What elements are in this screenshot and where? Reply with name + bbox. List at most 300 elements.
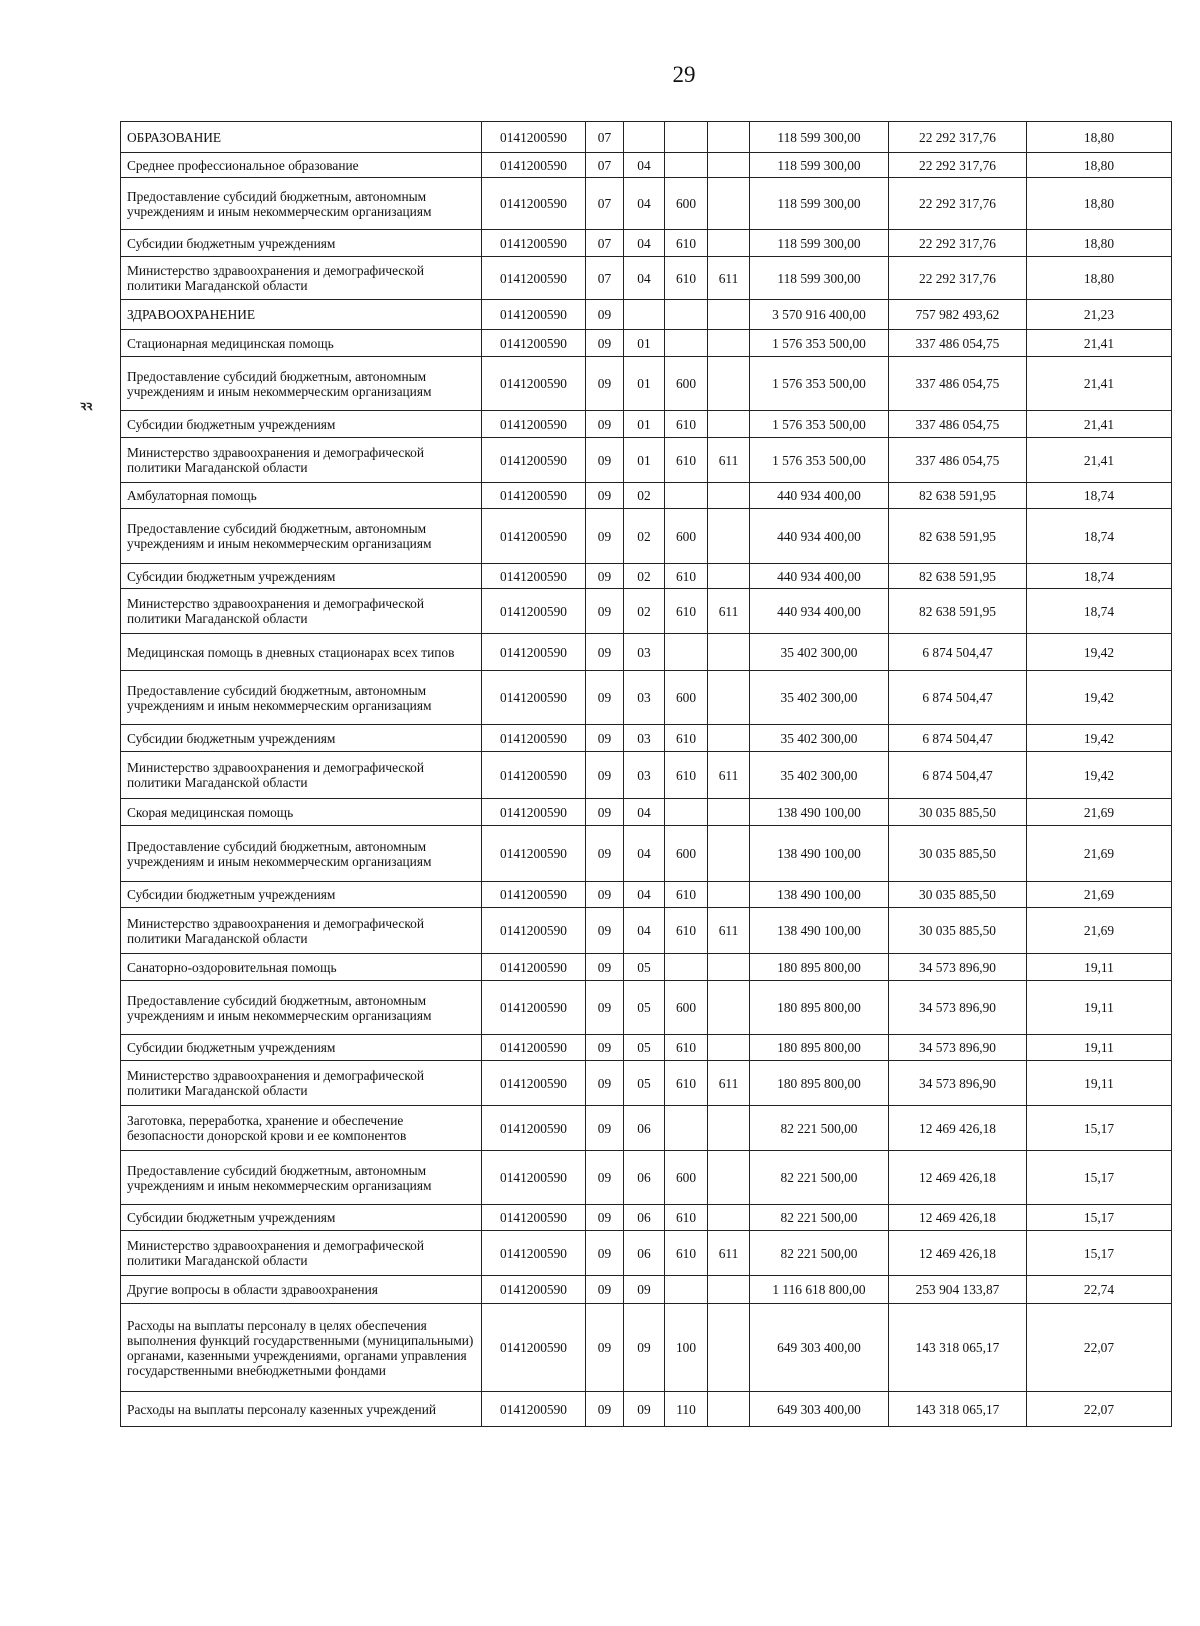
expense-type-cell (665, 1276, 708, 1304)
section-cell: 07 (586, 230, 624, 257)
subsection-cell: 05 (624, 1061, 665, 1106)
subsection-cell: 04 (624, 882, 665, 908)
section-cell: 09 (586, 1231, 624, 1276)
planned-amount-cell: 180 895 800,00 (750, 981, 889, 1035)
row-name-cell: Другие вопросы в области здравоохранения (121, 1276, 482, 1304)
subtype-cell (708, 330, 750, 357)
subsection-cell: 09 (624, 1392, 665, 1427)
actual-amount-cell: 34 573 896,90 (889, 954, 1027, 981)
percent-cell: 19,42 (1027, 671, 1172, 725)
planned-amount-cell: 3 570 916 400,00 (750, 300, 889, 330)
percent-cell: 21,41 (1027, 357, 1172, 411)
table-row (121, 230, 1172, 257)
percent-cell: 18,74 (1027, 509, 1172, 564)
table-row (121, 1061, 1172, 1106)
row-name-cell: Субсидии бюджетным учреждениям (121, 1035, 482, 1061)
planned-amount-cell: 649 303 400,00 (750, 1392, 889, 1427)
subtype-cell (708, 671, 750, 725)
percent-cell: 18,74 (1027, 589, 1172, 634)
expense-type-cell (665, 1106, 708, 1151)
section-cell: 07 (586, 257, 624, 300)
row-name-cell: Министерство здравоохранения и демографической политики Магаданской области (121, 908, 482, 954)
table-row (121, 153, 1172, 178)
section-cell: 09 (586, 509, 624, 564)
planned-amount-cell: 440 934 400,00 (750, 483, 889, 509)
table-row (121, 589, 1172, 634)
planned-amount-cell: 138 490 100,00 (750, 826, 889, 882)
expense-type-cell: 600 (665, 1151, 708, 1205)
target-code-cell: 0141200590 (482, 671, 586, 725)
actual-amount-cell: 12 469 426,18 (889, 1106, 1027, 1151)
target-code-cell: 0141200590 (482, 725, 586, 752)
table-row (121, 1392, 1172, 1427)
target-code-cell: 0141200590 (482, 300, 586, 330)
percent-cell: 22,07 (1027, 1392, 1172, 1427)
percent-cell: 19,42 (1027, 752, 1172, 799)
table-row (121, 122, 1172, 153)
expense-type-cell (665, 483, 708, 509)
table-row (121, 1304, 1172, 1392)
table-row (121, 1276, 1172, 1304)
section-cell: 09 (586, 752, 624, 799)
planned-amount-cell: 1 576 353 500,00 (750, 330, 889, 357)
subtype-cell: 611 (708, 752, 750, 799)
expense-type-cell: 600 (665, 826, 708, 882)
target-code-cell: 0141200590 (482, 1061, 586, 1106)
percent-cell: 21,41 (1027, 438, 1172, 483)
row-name-cell: Заготовка, переработка, хранение и обеспечение безопасности донорской крови и ее компонентов (121, 1106, 482, 1151)
target-code-cell: 0141200590 (482, 1276, 586, 1304)
planned-amount-cell: 35 402 300,00 (750, 752, 889, 799)
planned-amount-cell: 138 490 100,00 (750, 882, 889, 908)
planned-amount-cell: 1 576 353 500,00 (750, 357, 889, 411)
table-row (121, 509, 1172, 564)
section-cell: 09 (586, 725, 624, 752)
actual-amount-cell: 337 486 054,75 (889, 330, 1027, 357)
percent-cell: 19,42 (1027, 725, 1172, 752)
expense-type-cell: 610 (665, 230, 708, 257)
expense-type-cell: 600 (665, 981, 708, 1035)
table-row (121, 634, 1172, 671)
subtype-cell (708, 411, 750, 438)
subsection-cell: 06 (624, 1231, 665, 1276)
section-cell: 07 (586, 153, 624, 178)
actual-amount-cell: 34 573 896,90 (889, 1061, 1027, 1106)
subtype-cell (708, 122, 750, 153)
actual-amount-cell: 82 638 591,95 (889, 564, 1027, 589)
table-row (121, 981, 1172, 1035)
row-name-cell: Субсидии бюджетным учреждениям (121, 725, 482, 752)
percent-cell: 15,17 (1027, 1106, 1172, 1151)
planned-amount-cell: 180 895 800,00 (750, 1061, 889, 1106)
subsection-cell: 04 (624, 178, 665, 230)
row-name-cell: Министерство здравоохранения и демографической политики Магаданской области (121, 1061, 482, 1106)
actual-amount-cell: 6 874 504,47 (889, 725, 1027, 752)
planned-amount-cell: 138 490 100,00 (750, 908, 889, 954)
table-row (121, 752, 1172, 799)
actual-amount-cell: 22 292 317,76 (889, 122, 1027, 153)
planned-amount-cell: 180 895 800,00 (750, 1035, 889, 1061)
subtype-cell (708, 509, 750, 564)
percent-cell: 19,11 (1027, 954, 1172, 981)
actual-amount-cell: 82 638 591,95 (889, 509, 1027, 564)
percent-cell: 21,23 (1027, 300, 1172, 330)
planned-amount-cell: 440 934 400,00 (750, 589, 889, 634)
target-code-cell: 0141200590 (482, 634, 586, 671)
table-body (121, 122, 1172, 1427)
actual-amount-cell: 757 982 493,62 (889, 300, 1027, 330)
planned-amount-cell: 1 576 353 500,00 (750, 438, 889, 483)
planned-amount-cell: 118 599 300,00 (750, 230, 889, 257)
target-code-cell: 0141200590 (482, 178, 586, 230)
expense-type-cell: 610 (665, 257, 708, 300)
subsection-cell: 09 (624, 1304, 665, 1392)
expense-type-cell (665, 122, 708, 153)
expense-type-cell: 610 (665, 725, 708, 752)
planned-amount-cell: 35 402 300,00 (750, 725, 889, 752)
actual-amount-cell: 337 486 054,75 (889, 438, 1027, 483)
subsection-cell: 05 (624, 981, 665, 1035)
expense-type-cell: 610 (665, 564, 708, 589)
section-cell: 09 (586, 908, 624, 954)
planned-amount-cell: 440 934 400,00 (750, 564, 889, 589)
row-name-cell: ОБРАЗОВАНИЕ (121, 122, 482, 153)
section-cell: 07 (586, 178, 624, 230)
row-name-cell: Министерство здравоохранения и демографической политики Магаданской области (121, 257, 482, 300)
subtype-cell (708, 882, 750, 908)
subsection-cell: 06 (624, 1106, 665, 1151)
section-cell: 09 (586, 954, 624, 981)
row-name-cell: Субсидии бюджетным учреждениям (121, 882, 482, 908)
target-code-cell: 0141200590 (482, 122, 586, 153)
expense-type-cell: 610 (665, 1231, 708, 1276)
subtype-cell: 611 (708, 1061, 750, 1106)
subtype-cell (708, 1392, 750, 1427)
section-cell: 09 (586, 1276, 624, 1304)
actual-amount-cell: 34 573 896,90 (889, 981, 1027, 1035)
percent-cell: 21,69 (1027, 799, 1172, 826)
planned-amount-cell: 82 221 500,00 (750, 1151, 889, 1205)
target-code-cell: 0141200590 (482, 357, 586, 411)
expense-type-cell: 610 (665, 1061, 708, 1106)
target-code-cell: 0141200590 (482, 752, 586, 799)
percent-cell: 18,80 (1027, 153, 1172, 178)
section-cell: 09 (586, 1106, 624, 1151)
actual-amount-cell: 337 486 054,75 (889, 411, 1027, 438)
table-row (121, 725, 1172, 752)
row-name-cell: Субсидии бюджетным учреждениям (121, 411, 482, 438)
subtype-cell (708, 981, 750, 1035)
percent-cell: 19,11 (1027, 1061, 1172, 1106)
table-row (121, 1106, 1172, 1151)
row-name-cell: Предоставление субсидий бюджетным, автономным учреждениям и иным некоммерческим организациям (121, 1151, 482, 1205)
target-code-cell: 0141200590 (482, 1304, 586, 1392)
row-name-cell: Министерство здравоохранения и демографической политики Магаданской области (121, 752, 482, 799)
expense-type-cell: 610 (665, 882, 708, 908)
percent-cell: 18,80 (1027, 122, 1172, 153)
actual-amount-cell: 82 638 591,95 (889, 589, 1027, 634)
expense-type-cell: 100 (665, 1304, 708, 1392)
subtype-cell (708, 230, 750, 257)
table-row (121, 178, 1172, 230)
subsection-cell: 06 (624, 1151, 665, 1205)
target-code-cell: 0141200590 (482, 589, 586, 634)
target-code-cell: 0141200590 (482, 483, 586, 509)
subsection-cell: 04 (624, 799, 665, 826)
actual-amount-cell: 6 874 504,47 (889, 752, 1027, 799)
subsection-cell: 03 (624, 725, 665, 752)
planned-amount-cell: 118 599 300,00 (750, 257, 889, 300)
section-cell: 09 (586, 1304, 624, 1392)
row-name-cell: Скорая медицинская помощь (121, 799, 482, 826)
actual-amount-cell: 82 638 591,95 (889, 483, 1027, 509)
actual-amount-cell: 143 318 065,17 (889, 1304, 1027, 1392)
target-code-cell: 0141200590 (482, 230, 586, 257)
table-row (121, 671, 1172, 725)
row-name-cell: Министерство здравоохранения и демографической политики Магаданской области (121, 589, 482, 634)
expense-type-cell: 600 (665, 357, 708, 411)
expense-type-cell: 600 (665, 509, 708, 564)
planned-amount-cell: 118 599 300,00 (750, 153, 889, 178)
table-row (121, 1151, 1172, 1205)
subsection-cell: 01 (624, 357, 665, 411)
subtype-cell (708, 1304, 750, 1392)
table-row (121, 411, 1172, 438)
section-cell: 09 (586, 826, 624, 882)
subsection-cell: 01 (624, 330, 665, 357)
table-row (121, 483, 1172, 509)
table-row (121, 1035, 1172, 1061)
expense-type-cell (665, 153, 708, 178)
subtype-cell (708, 178, 750, 230)
actual-amount-cell: 30 035 885,50 (889, 826, 1027, 882)
target-code-cell: 0141200590 (482, 954, 586, 981)
expense-type-cell: 600 (665, 671, 708, 725)
subsection-cell: 04 (624, 826, 665, 882)
percent-cell: 18,80 (1027, 178, 1172, 230)
planned-amount-cell: 1 576 353 500,00 (750, 411, 889, 438)
actual-amount-cell: 30 035 885,50 (889, 882, 1027, 908)
table-row (121, 300, 1172, 330)
target-code-cell: 0141200590 (482, 1231, 586, 1276)
percent-cell: 18,80 (1027, 230, 1172, 257)
percent-cell: 21,69 (1027, 882, 1172, 908)
percent-cell: 15,17 (1027, 1231, 1172, 1276)
target-code-cell: 0141200590 (482, 330, 586, 357)
section-cell: 09 (586, 411, 624, 438)
target-code-cell: 0141200590 (482, 908, 586, 954)
expense-type-cell: 610 (665, 752, 708, 799)
target-code-cell: 0141200590 (482, 153, 586, 178)
subsection-cell: 04 (624, 908, 665, 954)
table-row (121, 257, 1172, 300)
subsection-cell: 02 (624, 589, 665, 634)
actual-amount-cell: 6 874 504,47 (889, 634, 1027, 671)
section-cell: 09 (586, 564, 624, 589)
actual-amount-cell: 337 486 054,75 (889, 357, 1027, 411)
subtype-cell (708, 564, 750, 589)
section-cell: 09 (586, 1035, 624, 1061)
table-row (121, 799, 1172, 826)
section-cell: 09 (586, 1392, 624, 1427)
table-row (121, 1231, 1172, 1276)
expense-type-cell: 610 (665, 589, 708, 634)
row-name-cell: ЗДРАВООХРАНЕНИЕ (121, 300, 482, 330)
row-name-cell: Предоставление субсидий бюджетным, автономным учреждениям и иным некоммерческим организациям (121, 509, 482, 564)
table-row (121, 438, 1172, 483)
actual-amount-cell: 143 318 065,17 (889, 1392, 1027, 1427)
subtype-cell: 611 (708, 589, 750, 634)
subsection-cell: 05 (624, 954, 665, 981)
percent-cell: 18,74 (1027, 564, 1172, 589)
percent-cell: 15,17 (1027, 1151, 1172, 1205)
actual-amount-cell: 6 874 504,47 (889, 671, 1027, 725)
subtype-cell (708, 634, 750, 671)
actual-amount-cell: 253 904 133,87 (889, 1276, 1027, 1304)
subsection-cell: 03 (624, 634, 665, 671)
subsection-cell: 09 (624, 1276, 665, 1304)
section-cell: 09 (586, 438, 624, 483)
percent-cell: 22,74 (1027, 1276, 1172, 1304)
expense-type-cell: 610 (665, 1035, 708, 1061)
percent-cell: 15,17 (1027, 1205, 1172, 1231)
subtype-cell (708, 1205, 750, 1231)
section-cell: 09 (586, 634, 624, 671)
subtype-cell (708, 1276, 750, 1304)
planned-amount-cell: 35 402 300,00 (750, 634, 889, 671)
subsection-cell: 03 (624, 671, 665, 725)
target-code-cell: 0141200590 (482, 1392, 586, 1427)
target-code-cell: 0141200590 (482, 438, 586, 483)
actual-amount-cell: 12 469 426,18 (889, 1205, 1027, 1231)
table-row (121, 908, 1172, 954)
subtype-cell (708, 799, 750, 826)
percent-cell: 22,07 (1027, 1304, 1172, 1392)
subsection-cell (624, 300, 665, 330)
subsection-cell: 05 (624, 1035, 665, 1061)
target-code-cell: 0141200590 (482, 257, 586, 300)
table-row (121, 564, 1172, 589)
subtype-cell (708, 483, 750, 509)
subsection-cell: 02 (624, 483, 665, 509)
target-code-cell: 0141200590 (482, 826, 586, 882)
actual-amount-cell: 34 573 896,90 (889, 1035, 1027, 1061)
table-row (121, 826, 1172, 882)
planned-amount-cell: 82 221 500,00 (750, 1231, 889, 1276)
section-cell: 09 (586, 882, 624, 908)
row-name-cell: Среднее профессиональное образование (121, 153, 482, 178)
percent-cell: 19,11 (1027, 981, 1172, 1035)
row-name-cell: Предоставление субсидий бюджетным, автономным учреждениям и иным некоммерческим организациям (121, 826, 482, 882)
percent-cell: 21,69 (1027, 908, 1172, 954)
subsection-cell: 04 (624, 153, 665, 178)
planned-amount-cell: 180 895 800,00 (750, 954, 889, 981)
subsection-cell: 01 (624, 438, 665, 483)
target-code-cell: 0141200590 (482, 799, 586, 826)
actual-amount-cell: 22 292 317,76 (889, 257, 1027, 300)
planned-amount-cell: 440 934 400,00 (750, 509, 889, 564)
actual-amount-cell: 30 035 885,50 (889, 799, 1027, 826)
actual-amount-cell: 30 035 885,50 (889, 908, 1027, 954)
row-name-cell: Амбулаторная помощь (121, 483, 482, 509)
target-code-cell: 0141200590 (482, 1106, 586, 1151)
subsection-cell: 03 (624, 752, 665, 799)
subtype-cell: 611 (708, 257, 750, 300)
target-code-cell: 0141200590 (482, 1151, 586, 1205)
row-name-cell: Предоставление субсидий бюджетным, автономным учреждениям и иным некоммерческим организациям (121, 671, 482, 725)
target-code-cell: 0141200590 (482, 882, 586, 908)
subsection-cell: 02 (624, 564, 665, 589)
table-row (121, 882, 1172, 908)
margin-handwritten-mark: ꝛꝛ (80, 398, 93, 413)
expense-type-cell: 610 (665, 411, 708, 438)
section-cell: 09 (586, 981, 624, 1035)
subtype-cell (708, 1035, 750, 1061)
planned-amount-cell: 649 303 400,00 (750, 1304, 889, 1392)
row-name-cell: Стационарная медицинская помощь (121, 330, 482, 357)
actual-amount-cell: 22 292 317,76 (889, 153, 1027, 178)
subtype-cell: 611 (708, 908, 750, 954)
row-name-cell: Предоставление субсидий бюджетным, автономным учреждениям и иным некоммерческим организациям (121, 981, 482, 1035)
section-cell: 09 (586, 300, 624, 330)
subsection-cell: 04 (624, 257, 665, 300)
section-cell: 09 (586, 1061, 624, 1106)
expense-type-cell: 610 (665, 438, 708, 483)
actual-amount-cell: 12 469 426,18 (889, 1151, 1027, 1205)
planned-amount-cell: 118 599 300,00 (750, 178, 889, 230)
expense-type-cell (665, 954, 708, 981)
planned-amount-cell: 138 490 100,00 (750, 799, 889, 826)
table-row (121, 954, 1172, 981)
planned-amount-cell: 1 116 618 800,00 (750, 1276, 889, 1304)
target-code-cell: 0141200590 (482, 509, 586, 564)
target-code-cell: 0141200590 (482, 1035, 586, 1061)
subtype-cell (708, 725, 750, 752)
table-row (121, 330, 1172, 357)
row-name-cell: Расходы на выплаты персоналу в целях обеспечения выполнения функций государственными (муниципальными) органами, казенными учреждениями, органами управления государственными внебюджетными фондами (121, 1304, 482, 1392)
subtype-cell: 611 (708, 1231, 750, 1276)
percent-cell: 18,74 (1027, 483, 1172, 509)
actual-amount-cell: 12 469 426,18 (889, 1231, 1027, 1276)
expense-type-cell: 600 (665, 178, 708, 230)
percent-cell: 21,69 (1027, 826, 1172, 882)
row-name-cell: Субсидии бюджетным учреждениям (121, 1205, 482, 1231)
percent-cell: 21,41 (1027, 411, 1172, 438)
section-cell: 09 (586, 1205, 624, 1231)
subsection-cell: 04 (624, 230, 665, 257)
subtype-cell (708, 153, 750, 178)
subtype-cell (708, 1106, 750, 1151)
budget-table (120, 121, 1172, 1427)
section-cell: 09 (586, 799, 624, 826)
actual-amount-cell: 22 292 317,76 (889, 230, 1027, 257)
expense-type-cell: 110 (665, 1392, 708, 1427)
percent-cell: 19,11 (1027, 1035, 1172, 1061)
percent-cell: 19,42 (1027, 634, 1172, 671)
planned-amount-cell: 118 599 300,00 (750, 122, 889, 153)
target-code-cell: 0141200590 (482, 981, 586, 1035)
section-cell: 09 (586, 330, 624, 357)
subtype-cell (708, 954, 750, 981)
subtype-cell (708, 826, 750, 882)
table-row (121, 1205, 1172, 1231)
target-code-cell: 0141200590 (482, 564, 586, 589)
planned-amount-cell: 82 221 500,00 (750, 1106, 889, 1151)
row-name-cell: Предоставление субсидий бюджетным, автономным учреждениям и иным некоммерческим организациям (121, 357, 482, 411)
section-cell: 09 (586, 357, 624, 411)
row-name-cell: Санаторно-оздоровительная помощь (121, 954, 482, 981)
section-cell: 09 (586, 1151, 624, 1205)
